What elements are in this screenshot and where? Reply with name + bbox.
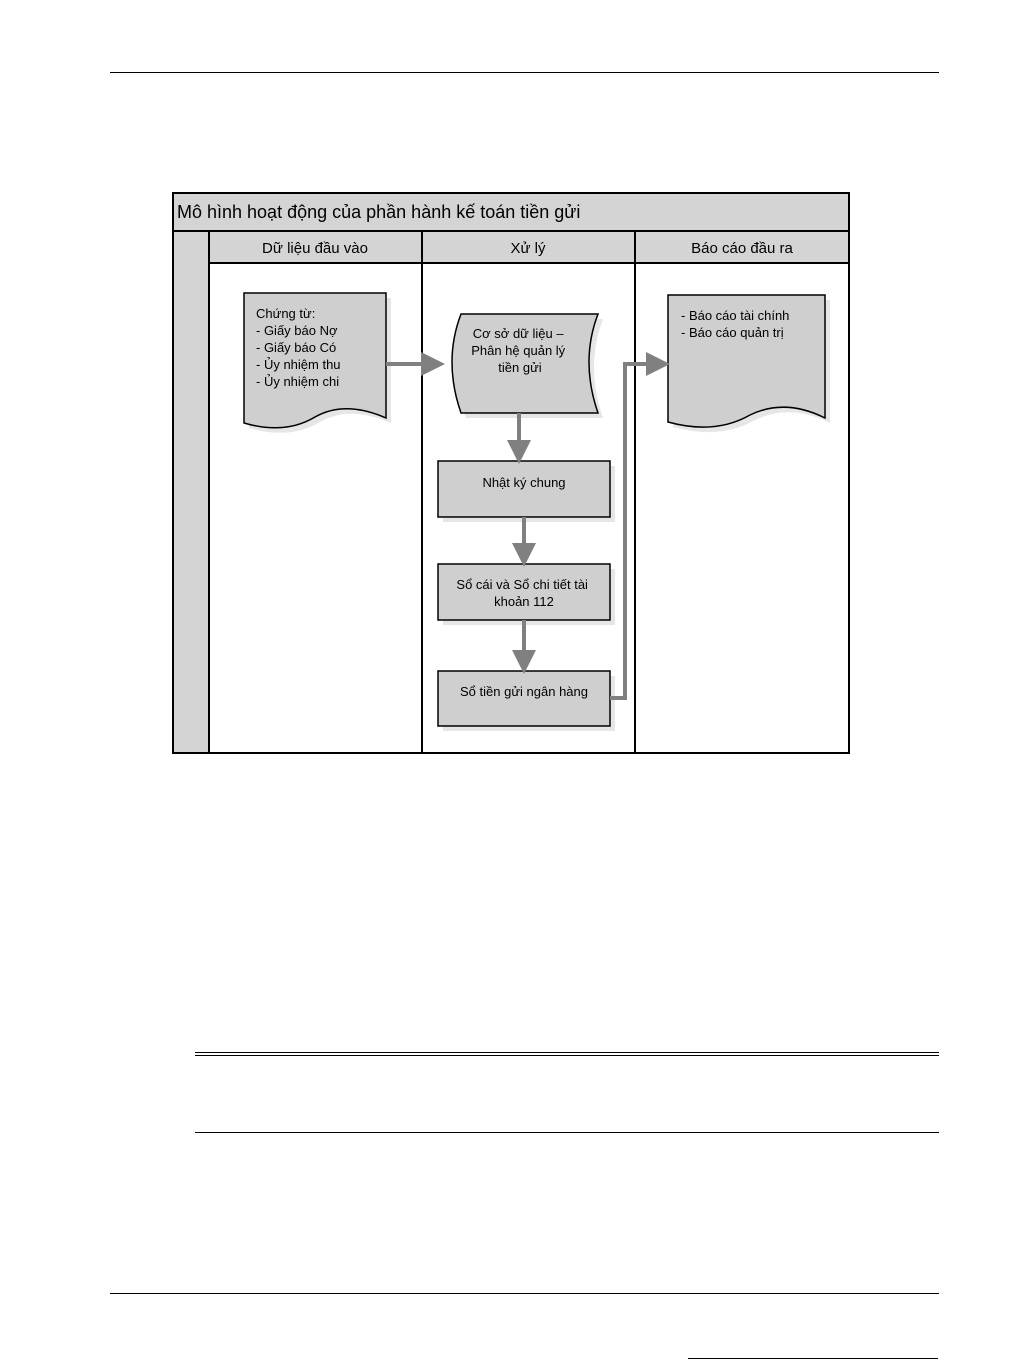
lane-header-output-label: Báo cáo đầu ra [691, 240, 793, 257]
process-box-2 [438, 564, 610, 620]
input-line-3: - Giấy báo Có [256, 340, 337, 355]
process-box-2-line-1: Sổ cái và Sổ chi tiết tài [456, 577, 588, 592]
diagram-title: Mô hình hoạt động của phần hành kế toán tiền gửi [177, 202, 581, 222]
lane-header-process-label: Xử lý [510, 240, 546, 257]
input-line-5: - Ủy nhiệm chi [256, 374, 340, 389]
lane-side-strip [173, 231, 209, 753]
process-box-1-label: Nhật ký chung [482, 475, 566, 490]
input-line-2: - Giấy báo Nợ [256, 323, 338, 338]
arrow-bankbook-to-reports [610, 364, 664, 698]
input-line-1: Chứng từ: [256, 306, 316, 321]
output-line-1: - Báo cáo tài chính [681, 308, 790, 323]
lane-header-input-label: Dữ liệu đầu vào [262, 240, 368, 257]
input-line-4: - Ủy nhiệm thu [256, 357, 341, 372]
database-line-3: tiền gửi [498, 360, 542, 375]
process-box-2-line-2: khoản 112 [494, 594, 554, 609]
output-line-2: - Báo cáo quản trị [681, 325, 784, 340]
process-box-3-label: Sổ tiền gửi ngân hàng [460, 684, 588, 699]
database-line-2: Phân hệ quản lý [471, 343, 566, 358]
database-line-1: Cơ sở dữ liệu – [472, 326, 564, 341]
